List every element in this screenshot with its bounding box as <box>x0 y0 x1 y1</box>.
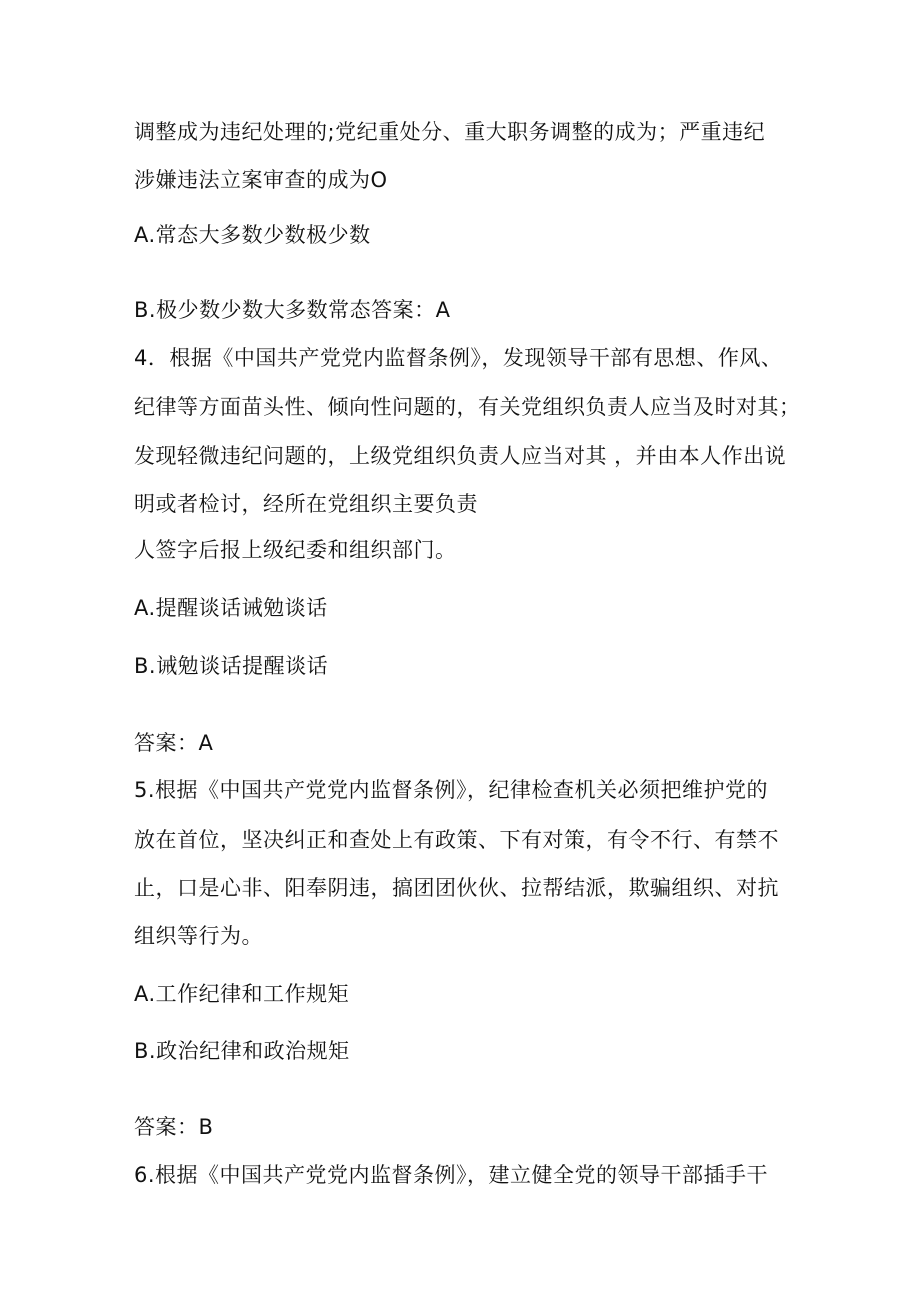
text-line: 明或者检讨，经所在党组织主要负责 <box>134 492 478 516</box>
text-line: 放在首位，坚决纠正和查处上有政策、下有对策，有令不行、有禁不 <box>134 828 779 852</box>
answer-line: 答案：B <box>134 1115 214 1139</box>
option-line: B.政治纪律和政治规矩 <box>134 1039 350 1063</box>
text-line: 涉嫌违法立案审查的成为O <box>134 168 388 192</box>
option-line: B.极少数少数大多数常态答案：A <box>134 298 451 322</box>
question-line: 5.根据《中国共产党党内监督条例》，纪律检查机关必须把维护党的 <box>134 778 769 802</box>
text-line: 人签字后报上级纪委和组织部门。 <box>134 538 457 562</box>
text-line: 止，口是心非、阳奉阴违，搞团团伙伙、拉帮结派，欺骗组织、对抗 <box>134 876 779 900</box>
text-line: 组织等行为。 <box>134 924 263 948</box>
text-line: 纪律等方面苗头性、倾向性问题的，有关党组织负责人应当及时对其； <box>134 395 801 419</box>
option-line: A.工作纪律和工作规矩 <box>134 982 350 1006</box>
answer-line: 答案：A <box>134 731 214 755</box>
question-line: 4．根据《中国共产党党内监督条例》，发现领导干部有思想、作风、 <box>134 346 783 370</box>
option-line: A.常态大多数少数极少数 <box>134 223 371 247</box>
question-line: 6.根据《中国共产党党内监督条例》，建立健全党的领导干部插手干 <box>134 1163 769 1187</box>
text-line: 发现轻微违纪问题的，上级党组织负责人应当对其 ，并由本人作出说 <box>134 444 787 468</box>
text-line: 调整成为违纪处理的;党纪重处分、重大职务调整的成为；严重违纪 <box>134 120 766 144</box>
option-line: A.提醒谈话诫勉谈话 <box>134 596 328 620</box>
option-line: B.诫勉谈话提醒谈话 <box>134 654 329 678</box>
